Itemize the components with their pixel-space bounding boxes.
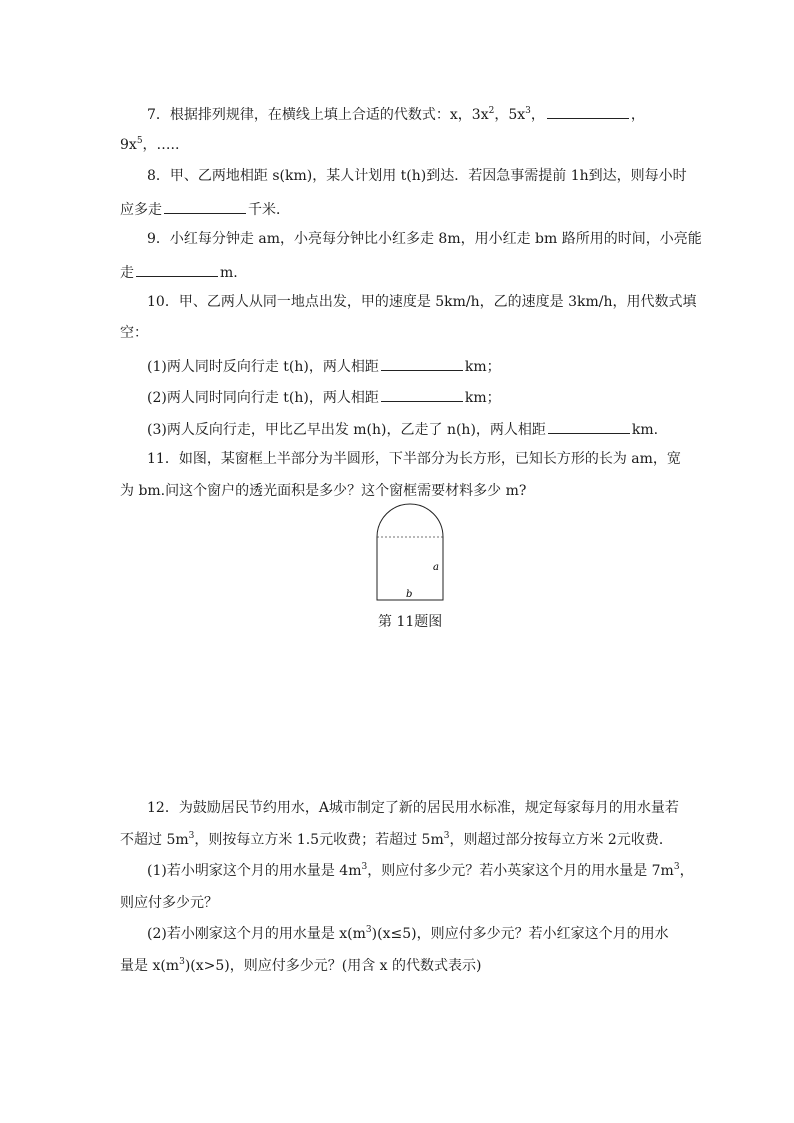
q10-part3	[147, 418, 707, 438]
q7-line1	[147, 103, 707, 123]
q10-part2	[147, 386, 707, 406]
q10-line2: 空：	[120, 325, 148, 341]
q8-text: 应多走	[120, 202, 162, 218]
q12-exp: 3	[673, 862, 680, 872]
q7-line2	[120, 135, 680, 155]
q10-text: (3)两人反向行走，甲比乙早出发 m(h)，乙走了 n(h)，两人相距	[147, 422, 546, 438]
q9-answer-blank[interactable]	[136, 261, 218, 277]
q12-text: ，则按每立方米 1.5元收费；若超过 5m	[194, 832, 444, 848]
q12-exp: 3	[179, 957, 185, 967]
q9-text: m.	[220, 265, 238, 281]
q12-exp: 3	[361, 862, 368, 872]
q7-text: ，…..	[142, 137, 180, 153]
q12-text: )(x>5)，则应付多少元？(用含 x 的代数式表示)	[184, 958, 482, 974]
q12-text: )(x≤5)，则应付多少元？若小红家这个月的用水	[371, 926, 669, 942]
q12-line1: 12．为鼓励居民节约用水，A城市制定了新的居民用水标准，规定每家每月的用水量若	[147, 800, 679, 816]
q10-text: (1)两人同时反向行走 t(h)，两人相距	[147, 359, 379, 375]
q12-text: (1)若小明家这个月的用水量是 4m	[147, 863, 362, 879]
q12-part1-line2: 则应付多少元？	[120, 895, 218, 911]
q10-part3-blank[interactable]	[548, 418, 630, 434]
q12-text: ，	[679, 863, 694, 879]
q8-text: 千米．	[248, 202, 290, 218]
q12-text: ，则应付多少元？若小英家这个月的用水量是 7m	[367, 863, 674, 879]
q12-part1	[147, 861, 707, 881]
q9-line1: 9．小红每分钟走 am，小亮每分钟比小红多走 8m，用小红走 bm 路所用的时间，小亮能	[147, 231, 702, 247]
figure-caption: 第 11题图	[378, 614, 443, 630]
q12-text: 量是 x(m	[120, 958, 180, 974]
q7-exp: 5	[136, 136, 143, 146]
q10-text: km；	[464, 359, 501, 375]
q12-part2	[147, 924, 707, 944]
q10-text: km；	[464, 390, 501, 406]
label-a: a	[433, 562, 439, 573]
q9-line2	[120, 261, 680, 281]
q8-line1: 8．甲、乙两地相距 s(km)，某人计划用 t(h)到达．若因急事需提前 1h到达，则每小时	[147, 168, 687, 184]
q10-text: (2)两人同时同向行走 t(h)，两人相距	[147, 390, 379, 406]
q10-part1-blank[interactable]	[381, 355, 463, 371]
q7-exp: 2	[488, 106, 495, 116]
q10-text: km.	[631, 422, 659, 438]
q10-part1	[147, 355, 707, 375]
q9-text: 走	[120, 265, 134, 281]
q12-text: ，则超过部分按每立方米 2元收费．	[449, 832, 673, 848]
q8-line2	[120, 198, 680, 218]
q7-text: ，5x	[494, 107, 526, 123]
q10-part2-blank[interactable]	[381, 386, 463, 402]
q7-answer-blank[interactable]	[547, 103, 629, 119]
q11-line1: 11．如图，某窗框上半部分为半圆形，下半部分为长方形，已知长方形的长为 am，宽	[147, 451, 681, 467]
q11-line2: 为 bm.问这个窗户的透光面积是多少？这个窗框需要材料多少 m?	[120, 483, 527, 499]
window-figure	[370, 503, 450, 603]
q12-exp: 3	[188, 831, 195, 841]
q7-text: ，	[630, 107, 645, 123]
q12-exp: 3	[443, 831, 450, 841]
q10-line1: 10．甲、乙两人从同一地点出发，甲的速度是 5km/h，乙的速度是 3km/h，用代数式填	[147, 294, 697, 310]
q7-text: 9x	[120, 137, 137, 153]
q12-line2	[120, 830, 680, 850]
q12-text: (2)若小刚家这个月的用水量是 x(m	[147, 926, 366, 942]
window-semicircle-top	[377, 504, 443, 537]
q12-part2-line2	[120, 956, 680, 976]
label-b: b	[406, 589, 413, 600]
q7-text: ，	[530, 107, 545, 123]
q7-exp: 3	[525, 106, 531, 116]
q7-text: 7．根据排列规律，在横线上填上合适的代数式：x，3x	[147, 107, 489, 123]
q12-exp: 3	[365, 925, 372, 935]
q12-text: 不超过 5m	[120, 832, 189, 848]
q8-answer-blank[interactable]	[164, 198, 246, 214]
